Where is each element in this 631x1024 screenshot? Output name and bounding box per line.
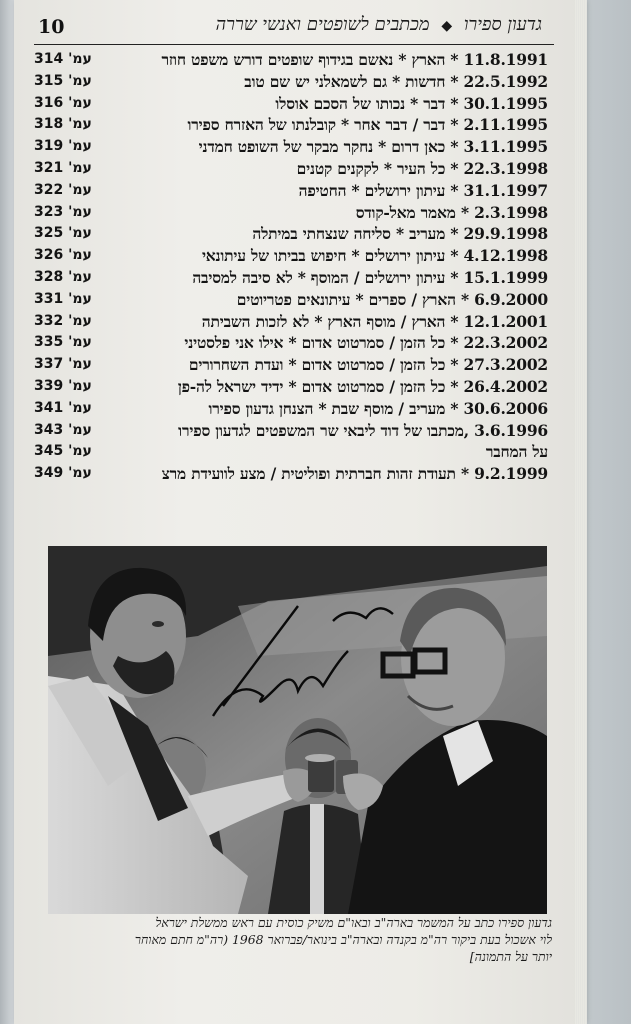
- toc-entry-title: 3.6.1996 ,מכתבו של דוד ליבאי שר המשפטים לגדעון ספירו: [178, 420, 548, 440]
- toc-entry-title: 9.2.1999 * תעודת זהות חברתית ופוליטית / מצע לוועידת מרצ: [161, 464, 548, 484]
- toc-entry-title: 11.8.1991 * הארץ * נאשם בגידוף שופטים דורש משפט חוזר: [161, 50, 548, 69]
- toc-row: [34, 419, 556, 441]
- toc-row: [34, 244, 556, 266]
- toc-page-ref: עמ' 316: [34, 94, 92, 111]
- toc-entry-title: 22.3.1998 * כל העיר * לקקנים קטנים: [296, 158, 548, 178]
- toc-row: [34, 440, 556, 462]
- toc-page-ref: עמ' 314: [34, 51, 92, 67]
- toc-row: [34, 266, 556, 288]
- toc-page-ref: עמ' 332: [34, 312, 92, 329]
- toc-page-ref: עמ' 349: [34, 465, 92, 482]
- header-title: מכתבים לשופטים ואנשי שררה: [215, 14, 430, 35]
- toc-page-ref: עמ' 339: [34, 377, 92, 394]
- toc-entry-title: 4.12.1998 * עיתון ירושלים * חיפוש בביתו של עיתונאי: [201, 246, 548, 266]
- toc-entry-title: 31.1.1997 * עיתון ירושלים * החטיפה: [298, 180, 548, 200]
- toc-page-ref: עמ' 323: [34, 203, 92, 220]
- header-author: גדעון ספירו: [463, 14, 542, 35]
- header-separator: ◆: [441, 18, 453, 34]
- toc-entry-title: 30.1.1995 * דבר * נכותו של הסכם אוסלו: [275, 93, 548, 113]
- toc-entry-title: 29.9.1998 * מעריב * סליחה שנצחתי במיתלה: [252, 224, 548, 244]
- toc-page-ref: עמ' 337: [34, 356, 92, 373]
- photo-illustration: [48, 546, 547, 914]
- toc-row: [34, 462, 556, 484]
- toc-page-ref: עמ' 345: [34, 443, 92, 460]
- photo-caption: [48, 914, 552, 965]
- photograph-toast: [48, 546, 547, 914]
- toc-row: [34, 48, 556, 70]
- toc-entry-title: 22.3.2002 * כל הזמן / סמרטוט אדום * אילו אני פלסטיני: [184, 333, 548, 353]
- toc-row: [34, 113, 556, 135]
- toc-row: [34, 222, 556, 244]
- toc-row: [34, 157, 556, 179]
- toc-page-ref: עמ' 318: [34, 116, 92, 133]
- toc-entry-title: 2.3.1998 * מאמר מאל-קודס: [355, 202, 548, 222]
- toc-row: [34, 353, 556, 375]
- toc-page-ref: עמ' 343: [34, 421, 92, 438]
- toc-row: [34, 179, 556, 201]
- toc-page-ref: עמ' 331: [34, 290, 92, 307]
- toc-page-ref: עמ' 315: [34, 72, 92, 89]
- caption-line: לוי אשכול בעת ביקור רה"מ בקנדה ובארה"ב בינואר/פברואר 1968 (רה"מ חתם מאוחר: [134, 932, 552, 947]
- toc-row: [34, 397, 556, 419]
- toc-row: [34, 70, 556, 92]
- toc-row: [34, 135, 556, 157]
- toc-entry-title: 3.11.1995 * כאן דרום * נחקר מבקר של השופט חמדני: [198, 137, 548, 157]
- caption-line: גדעון ספירו כתב על המשמר בארה"ב ובאו"ם משיק כוסית עם ראש ממשלת ישראל: [155, 915, 552, 930]
- running-title: [216, 14, 542, 35]
- toc-entry-title: 22.5.1992 * חדשות * גם לשמאלני יש שם טוב: [244, 71, 548, 91]
- toc-row: [34, 331, 556, 353]
- toc-entry-title: 2.11.1995 * דבר / דבר אחר * קובלנתו של האזרח ספירו: [187, 115, 548, 135]
- page-number: 10: [38, 16, 65, 38]
- caption-line: יותר על התמונה]: [469, 949, 552, 964]
- toc-page-ref: עמ' 341: [34, 399, 92, 416]
- toc-row: [34, 310, 556, 332]
- toc-entry-title: 30.6.2006 * מעריב / מוסף שבת * הצנחן גדעון ספירו: [208, 398, 548, 418]
- toc-page-ref: עמ' 328: [34, 268, 92, 285]
- toc-page-ref: עמ' 325: [34, 225, 92, 242]
- toc-row: [34, 288, 556, 310]
- toc-row: [34, 201, 556, 223]
- toc-page-ref: עמ' 319: [34, 138, 92, 155]
- toc-entry-title: על המחבר: [485, 442, 548, 462]
- toc-page-ref: עמ' 322: [34, 181, 92, 198]
- table-of-contents: [34, 48, 556, 484]
- toc-entry-title: 26.4.2002 * כל הזמן / סמרטוט אדום * ידיד ישראל לה-פן: [177, 376, 548, 396]
- toc-row: [34, 375, 556, 397]
- toc-page-ref: עמ' 326: [34, 247, 92, 264]
- toc-entry-title: 15.1.1999 * עיתון ירושלים / המוסף * לא סיבה למסיבה: [192, 267, 548, 287]
- toc-row: [34, 92, 556, 114]
- toc-page-ref: עמ' 335: [34, 334, 92, 351]
- running-header: [34, 10, 554, 45]
- page-stack-edge: [575, 0, 587, 1024]
- book-page: [14, 0, 584, 1024]
- toc-page-ref: עמ' 321: [34, 159, 92, 176]
- toc-entry-title: 6.9.2000 * הארץ / ספרים * עיתונאים פטריוטים: [236, 289, 548, 309]
- toc-entry-title: 27.3.2002 * כל הזמן / סמרטוט אדום * ועדת השחרורים: [188, 355, 548, 375]
- toc-entry-title: 12.1.2001 * הארץ / מוסף הארץ * לא לזכות השביתה: [201, 311, 548, 331]
